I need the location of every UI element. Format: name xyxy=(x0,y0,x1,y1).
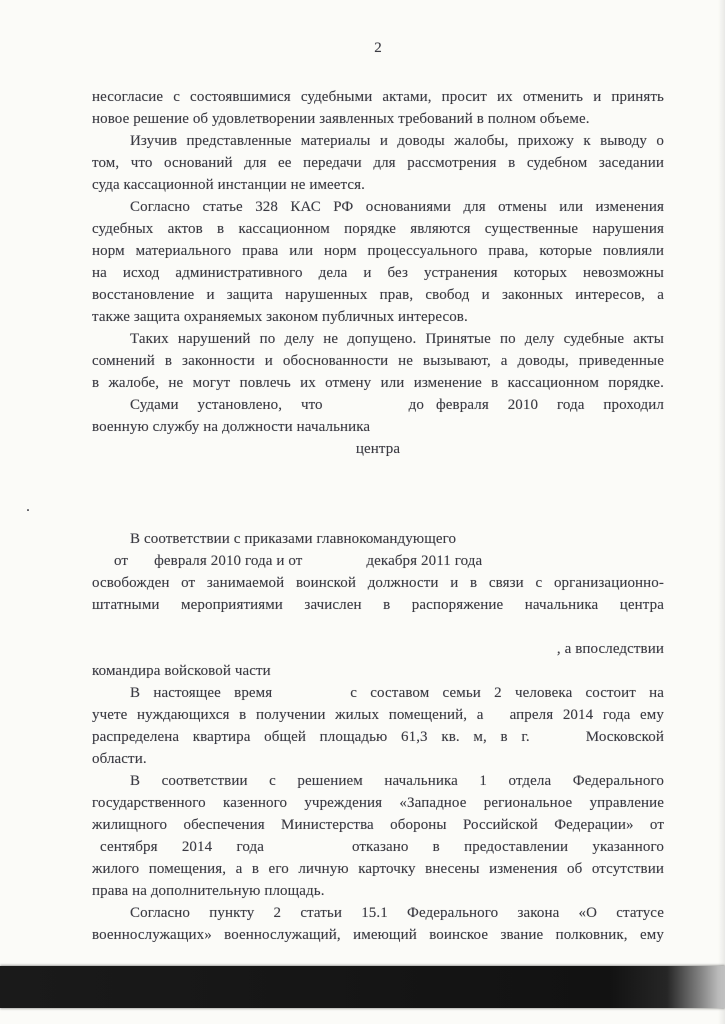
text-segment: военную службу на должности начальника xyxy=(92,419,371,435)
text-segment: жилищного обеспечения Министерства обороны Российской Федерации» от xyxy=(92,817,664,833)
text-line xyxy=(92,438,664,460)
text-line xyxy=(92,550,664,572)
text-line xyxy=(92,130,664,152)
text-line xyxy=(92,682,664,704)
text-segment: том, что оснований для ее передачи для рассмотрения в судебном заседании xyxy=(92,155,664,171)
scan-edge-shadow xyxy=(718,0,725,1024)
text-line xyxy=(92,372,664,394)
text-segment: освобожден от занимаемой воинской должности и в связи с организационно- xyxy=(92,575,664,591)
text-segment: несогласие с состоявшимися судебными актами, просит их отменить и принять xyxy=(92,89,664,105)
text-line xyxy=(92,86,664,108)
text-line xyxy=(92,638,664,660)
text-line xyxy=(92,152,664,174)
text-segment: февраля 2010 года проходил xyxy=(435,397,664,413)
text-segment: центра xyxy=(355,441,401,457)
text-segment: Согласно пункту 2 статьи 15.1 Федерального закона «О статусе xyxy=(130,905,664,921)
text-line xyxy=(92,836,664,858)
text-segment: права на дополнительную площадь. xyxy=(92,883,325,899)
text-segment: государственного казенного учреждения «Западное региональное управление xyxy=(92,795,664,811)
text-line xyxy=(92,328,664,350)
text-line xyxy=(92,594,664,616)
redaction-gap xyxy=(272,696,350,697)
text-segment: учете нуждающихся в получении жилых помещений, а xyxy=(92,707,484,723)
text-line xyxy=(92,924,664,946)
text-segment: Изучив представленные материалы и доводы жалобы, прихожу к выводу о xyxy=(130,133,664,149)
text-segment: распределена квартира общей площадью 61,3 кв. м, в г. xyxy=(92,729,530,745)
text-segment: судебных актов в кассационном порядке являются существенные нарушения xyxy=(92,221,664,237)
text-line xyxy=(92,792,664,814)
text-line xyxy=(92,528,664,550)
text-segment: восстановление и защита нарушенных прав, свобод и законных интересов, а xyxy=(92,287,664,303)
text-segment: на исход административного дела и без устранения которых невозможны xyxy=(92,265,664,281)
redaction-gap xyxy=(302,564,366,565)
text-segment: Таких нарушений по делу не допущено. Принятые по делу судебные акты xyxy=(130,331,664,347)
text-segment: области. xyxy=(92,751,147,767)
text-segment: Согласно статье 328 КАС РФ основаниями для отмены или изменения xyxy=(130,199,664,215)
text-line xyxy=(92,240,664,262)
text-line xyxy=(92,174,664,196)
text-segment: В настоящее время xyxy=(130,685,273,701)
redaction-gap xyxy=(323,408,409,409)
redaction-gap xyxy=(264,850,352,851)
text-line xyxy=(92,858,664,880)
text-line xyxy=(92,660,664,682)
text-line xyxy=(92,262,664,284)
blank-space xyxy=(92,616,664,638)
text-segment: , а впоследствии xyxy=(556,641,664,657)
text-segment: Судами установлено, что xyxy=(130,397,323,413)
text-segment: до xyxy=(408,397,424,413)
page-number: 2 xyxy=(374,40,382,56)
text-line xyxy=(92,196,664,218)
text-line xyxy=(92,880,664,902)
text-segment: командира войсковой части xyxy=(92,663,271,679)
scan-artifact-bar xyxy=(0,966,725,1008)
text-line xyxy=(92,572,664,594)
redaction-gap xyxy=(484,718,510,719)
text-line xyxy=(92,306,664,328)
text-segment: сентября 2014 года xyxy=(100,839,264,855)
text-line xyxy=(92,350,664,372)
redaction-gap xyxy=(424,408,436,409)
text-segment: также защита охраняемых законом публичных интересов. xyxy=(92,309,468,325)
text-segment: декабря 2011 года xyxy=(366,553,483,569)
text-block xyxy=(92,86,664,946)
text-segment: сомнений в законности и обоснованности не вызывают, а доводы, приведенные xyxy=(92,353,664,369)
text-line xyxy=(92,814,664,836)
text-line xyxy=(92,726,664,748)
text-line xyxy=(92,748,664,770)
text-segment: штатными мероприятиями зачислен в распоряжение начальника центра xyxy=(92,597,664,613)
text-segment: норм материального права или норм процессуального права, которые повлияли xyxy=(92,243,664,259)
text-segment: февраля 2010 года и от xyxy=(154,553,303,569)
text-line xyxy=(92,218,664,240)
text-segment: военнослужащих» военнослужащий, имеющий воинское звание полковник, ему xyxy=(92,927,664,943)
text-segment: апреля 2014 года ему xyxy=(509,707,664,723)
text-segment: отказано в предоставлении указанного xyxy=(351,839,664,855)
text-line xyxy=(92,108,664,130)
stray-ink-mark: . xyxy=(26,498,30,515)
text-segment: жилого помещения, а в его личную карточку внесены изменения об отсутствии xyxy=(92,861,664,877)
text-segment: новое решение об удовлетворении заявленных требований в полном объеме. xyxy=(92,111,590,127)
text-line xyxy=(92,770,664,792)
text-line xyxy=(92,394,664,416)
text-segment: в жалобе, не могут повлечь их отмену или изменение в кассационном порядке. xyxy=(92,375,664,391)
text-segment: с составом семьи 2 человека состоит на xyxy=(350,685,664,701)
redaction-gap xyxy=(530,740,586,741)
text-line xyxy=(92,416,664,438)
text-line xyxy=(92,284,664,306)
text-segment: суда кассационной инстанции не имеется. xyxy=(92,177,365,193)
text-segment: В соответствии с приказами главнокомандующего xyxy=(130,531,457,547)
text-line xyxy=(92,902,664,924)
blank-space xyxy=(92,460,664,528)
text-segment: Московской xyxy=(585,729,664,745)
text-segment: В соответствии с решением начальника 1 отдела Федерального xyxy=(130,773,664,789)
redaction-gap xyxy=(128,564,154,565)
text-line xyxy=(92,704,664,726)
text-segment: от xyxy=(114,553,129,569)
